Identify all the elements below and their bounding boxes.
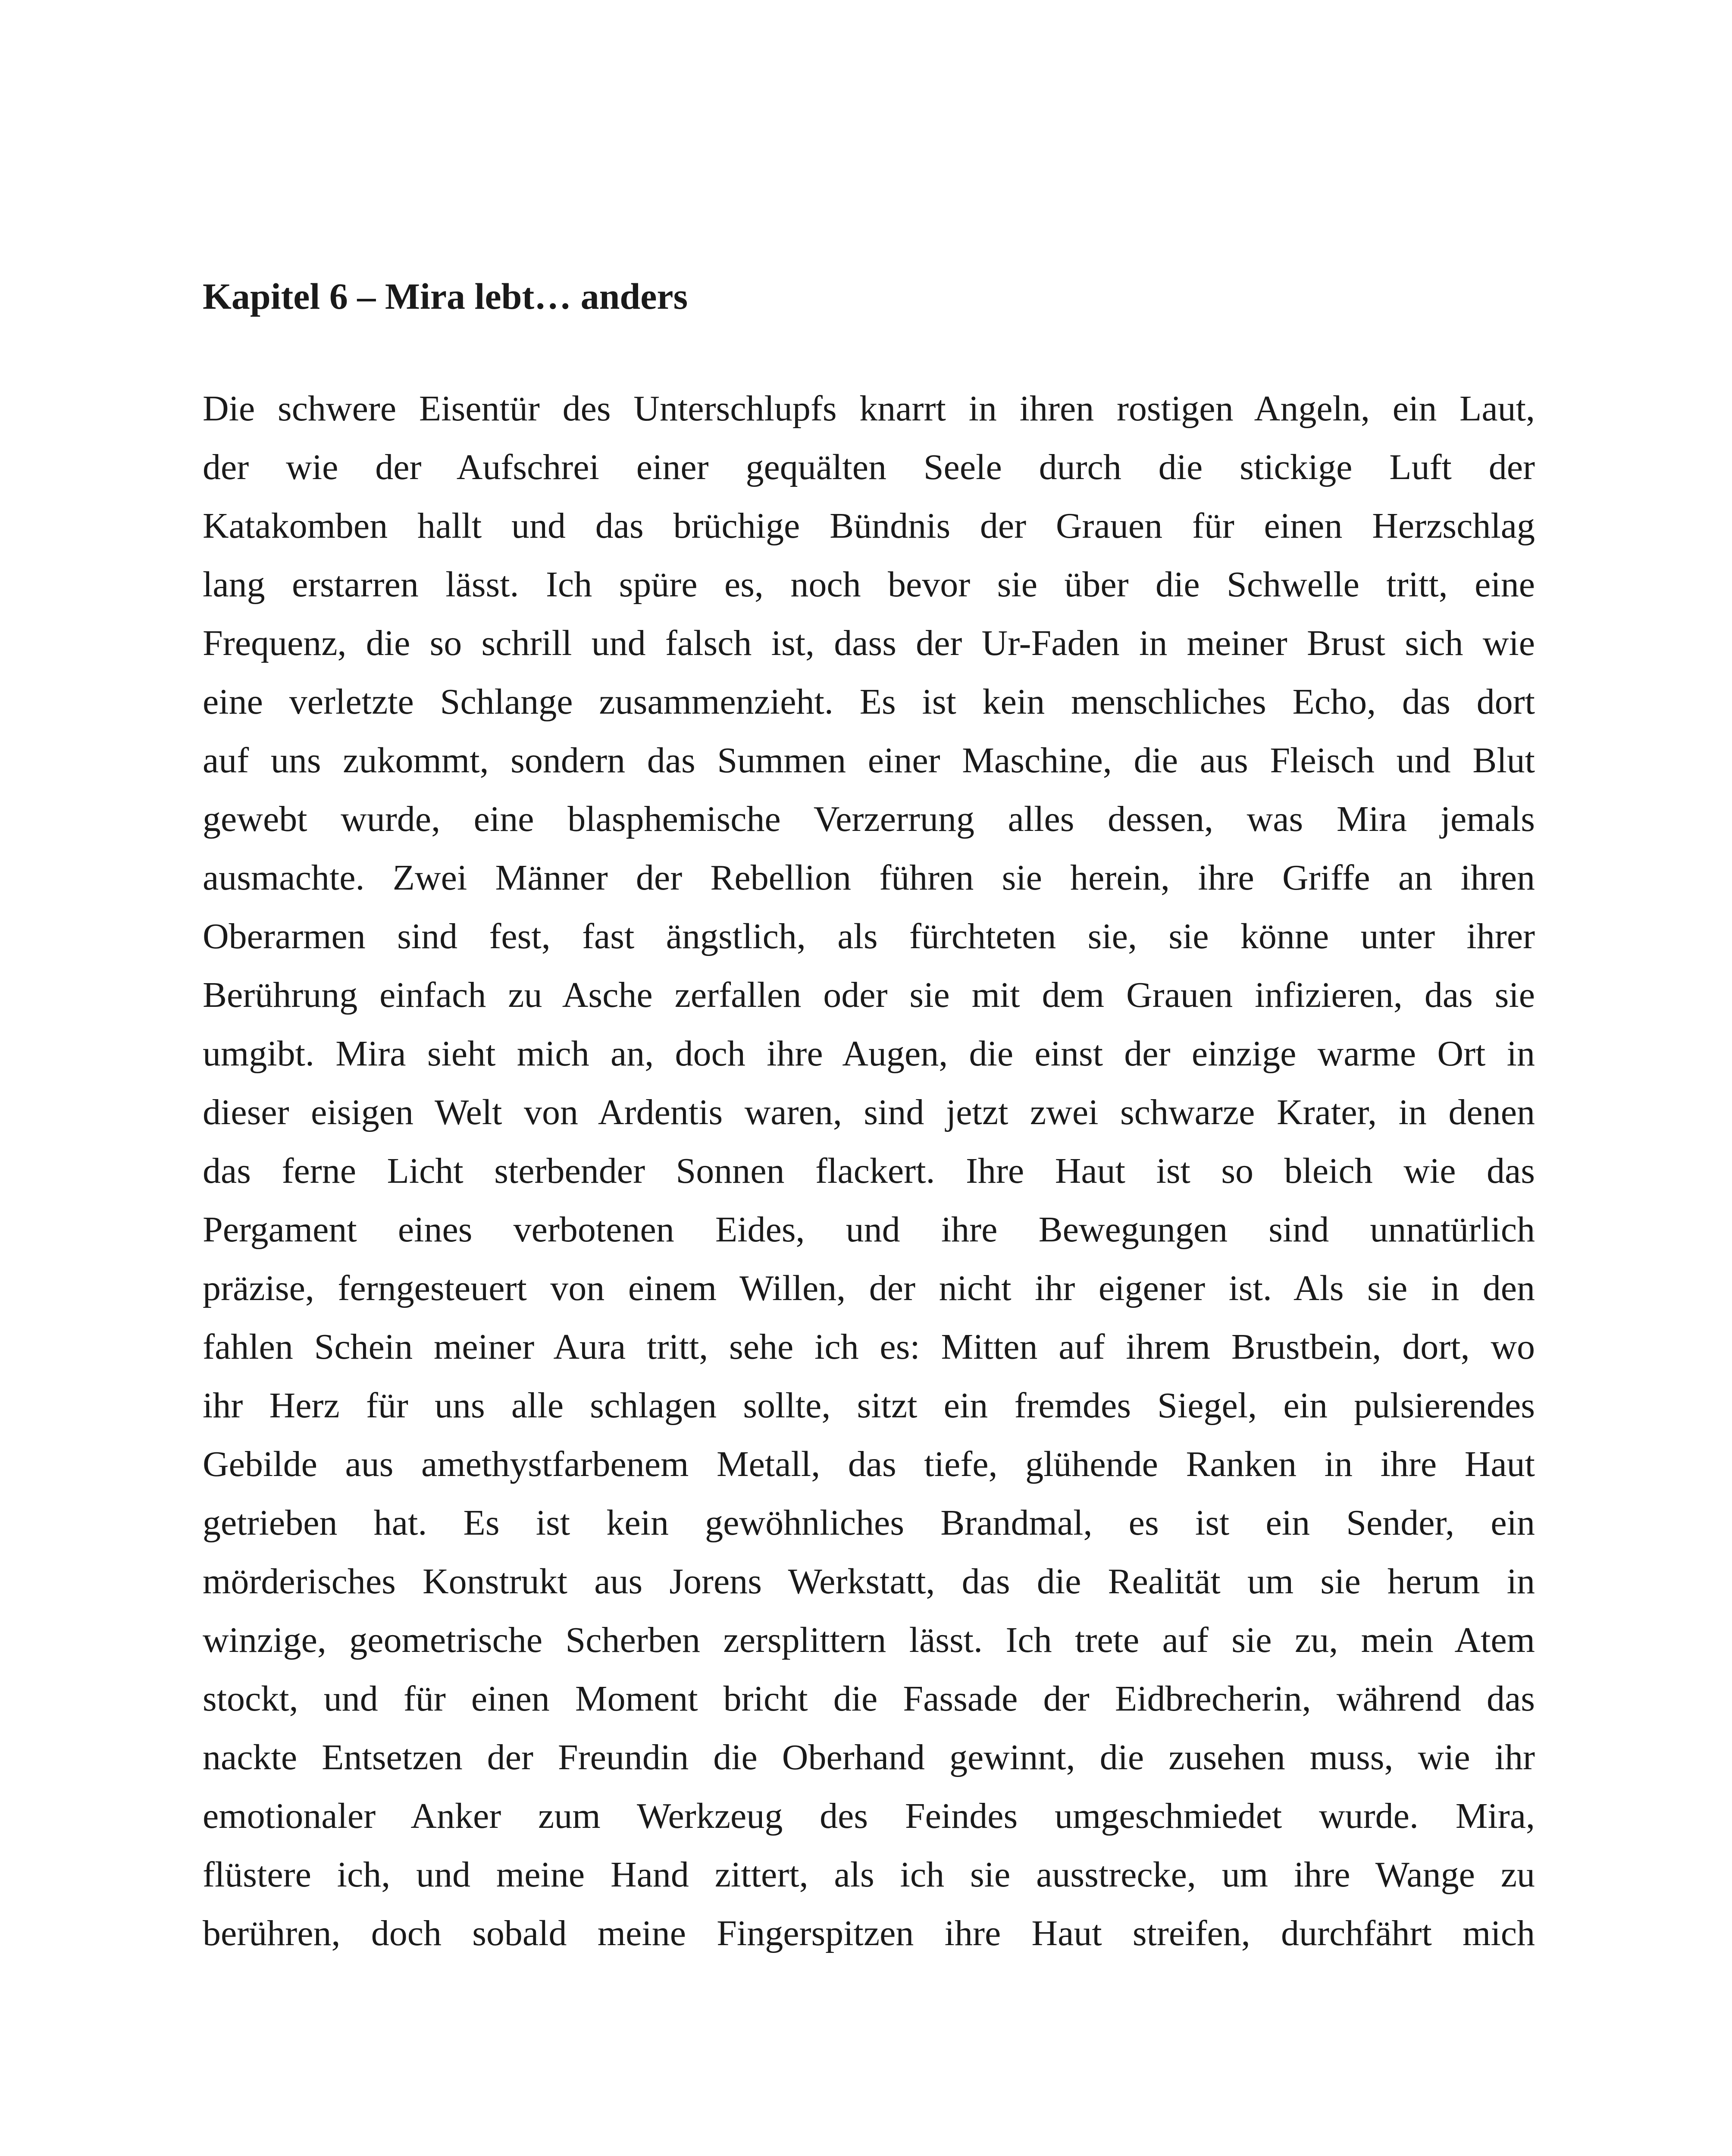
body-line: ausmachte. Zwei Männer der Rebellion führen sie herein, ihre Griffe an ihren <box>203 858 1535 898</box>
body-line: Katakomben hallt und das brüchige Bündnis der Grauen für einen Herzschlag <box>203 506 1535 546</box>
body-line: auf uns zukommt, sondern das Summen einer Maschine, die aus Fleisch und Blut <box>203 740 1535 780</box>
body-line: umgibt. Mira sieht mich an, doch ihre Augen, die einst der einzige warme Ort in <box>203 1034 1535 1074</box>
chapter-body <box>203 379 1535 1963</box>
body-line: Frequenz, die so schrill und falsch ist, dass der Ur-Faden in meiner Brust sich wie <box>203 623 1535 663</box>
body-line: getrieben hat. Es ist kein gewöhnliches Brandmal, es ist ein Sender, ein <box>203 1503 1535 1543</box>
body-line: ihr Herz für uns alle schlagen sollte, sitzt ein fremdes Siegel, ein pulsierendes <box>203 1385 1535 1426</box>
body-line: mörderisches Konstrukt aus Jorens Werkstatt, das die Realität um sie herum in <box>203 1561 1535 1601</box>
body-line: gewebt wurde, eine blasphemische Verzerrung alles dessen, was Mira jemals <box>203 799 1535 839</box>
body-line: Pergament eines verbotenen Eides, und ihre Bewegungen sind unnatürlich <box>203 1210 1535 1250</box>
body-line: Oberarmen sind fest, fast ängstlich, als fürchteten sie, sie könne unter ihrer <box>203 916 1535 956</box>
body-line: Gebilde aus amethystfarbenem Metall, das tiefe, glühende Ranken in ihre Haut <box>203 1444 1535 1484</box>
body-line: eine verletzte Schlange zusammenzieht. Es ist kein menschliches Echo, das dort <box>203 682 1535 722</box>
body-line: präzise, ferngesteuert von einem Willen, der nicht ihr eigener ist. Als sie in den <box>203 1268 1535 1308</box>
body-line: dieser eisigen Welt von Ardentis waren, sind jetzt zwei schwarze Krater, in denen <box>203 1092 1535 1132</box>
body-line: fahlen Schein meiner Aura tritt, sehe ich es: Mitten auf ihrem Brustbein, dort, wo <box>203 1327 1535 1367</box>
chapter-title: Kapitel 6 – Mira lebt… anders <box>203 276 688 317</box>
body-line: lang erstarren lässt. Ich spüre es, noch bevor sie über die Schwelle tritt, eine <box>203 564 1535 605</box>
body-line: das ferne Licht sterbender Sonnen flackert. Ihre Haut ist so bleich wie das <box>203 1151 1535 1191</box>
body-line: stockt, und für einen Moment bricht die Fassade der Eidbrecherin, während das <box>203 1679 1535 1719</box>
body-line: flüstere ich, und meine Hand zittert, als ich sie ausstrecke, um ihre Wange zu <box>203 1855 1535 1895</box>
body-line: Berührung einfach zu Asche zerfallen oder sie mit dem Grauen infizieren, das sie <box>203 975 1535 1015</box>
body-line: Die schwere Eisentür des Unterschlupfs knarrt in ihren rostigen Angeln, ein Laut, <box>203 389 1535 429</box>
body-line: emotionaler Anker zum Werkzeug des Feindes umgeschmiedet wurde. Mira, <box>203 1796 1535 1836</box>
body-line: der wie der Aufschrei einer gequälten Seele durch die stickige Luft der <box>203 447 1535 487</box>
body-line: berühren, doch sobald meine Fingerspitzen ihre Haut streifen, durchfährt mich <box>203 1913 1535 1953</box>
body-line: nackte Entsetzen der Freundin die Oberhand gewinnt, die zusehen muss, wie ihr <box>203 1737 1535 1777</box>
body-line: winzige, geometrische Scherben zersplittern lässt. Ich trete auf sie zu, mein Atem <box>203 1620 1535 1660</box>
